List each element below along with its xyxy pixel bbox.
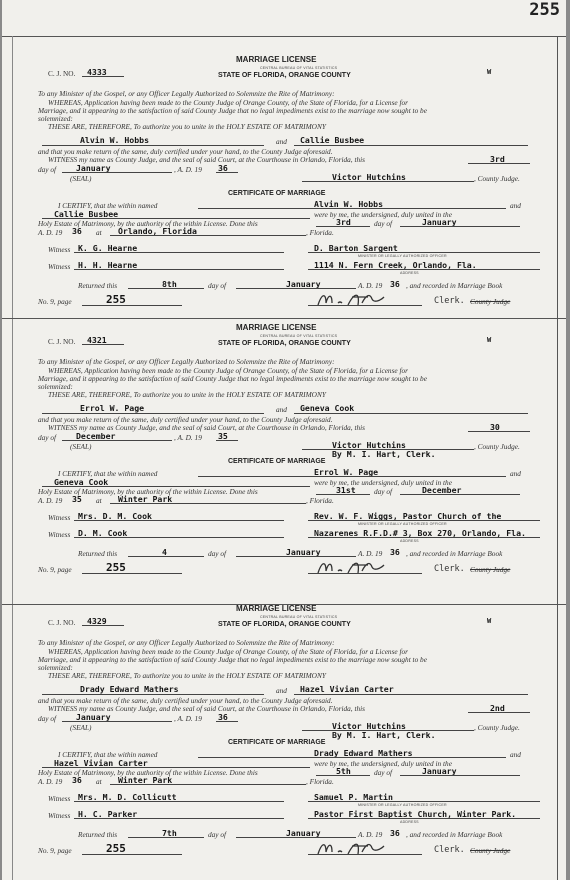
no9-page-label: No. 9, page [38, 846, 72, 855]
clerk-signature-icon [314, 289, 394, 309]
holy-estate-line: Holy Estate of Matrimony, by the authority of the within License. Done this [38, 768, 258, 777]
book-page: 255 [106, 842, 126, 855]
holy-estate-line: Holy Estate of Matrimony, by the authority of the within License. Done this [38, 219, 258, 228]
w-mark: W [487, 68, 492, 76]
at-label: at [96, 777, 102, 786]
minister-caption: MINISTER OR LEGALLY AUTHORIZED OFFICER [358, 803, 447, 807]
ad-label: , A. D. 19 [174, 433, 202, 442]
groom-name: Alvin W. Hobbs [80, 135, 150, 145]
address-caption: ADDRESS [400, 539, 419, 543]
bride-name: Geneva Cook [300, 403, 355, 413]
clerk-label: Clerk. [434, 296, 465, 306]
recorded-label: , and recorded in Marriage Book [406, 549, 503, 558]
whereas-line-3: solemnized: [38, 663, 73, 672]
cj-no-label: C. J. NO. [48, 618, 76, 627]
marriage-place: Winter Park [118, 494, 173, 504]
cert-groom: Errol W. Page [314, 467, 379, 477]
whereas-line-1: WHEREAS, Application having been made to the County Judge of Orange County, of the State of Florida, for a License for [48, 366, 408, 375]
therefore-line: THESE ARE, THEREFORE, To authorize you to unite in the HOLY ESTATE OF MATRIMONY [48, 390, 326, 399]
judge-by-clerk: By M. I. Hart, Clerk. [332, 730, 436, 740]
and-label: and [276, 137, 287, 146]
done-day-of: day of [374, 487, 393, 496]
book-page: 255 [106, 293, 126, 306]
return-line: and that you make return of the same, duly certified under your hand, to the County Judge aforesaid. [38, 696, 333, 705]
whereas-line-2: Marriage, and it appearing to the satisfaction of said County Judge that no legal impediments exist to the marriage now sought to be [38, 106, 427, 115]
and-label-2: and [510, 201, 521, 210]
bride-name: Callie Busbee [300, 135, 365, 145]
and-label: and [276, 686, 287, 695]
county-judge-label: , County Judge. [474, 174, 520, 183]
witness-line: WITNESS my name as County Judge, and the seal of said Court, at the Courthouse in Orlando, Florida, this [48, 155, 365, 164]
whereas-line-1: WHEREAS, Application having been made to the County Judge of Orange County, of the State of Florida, for a License for [48, 98, 408, 107]
return-line: and that you make return of the same, duly certified under your hand, to the County Judge aforesaid. [38, 147, 333, 156]
clerk-label: Clerk. [434, 845, 465, 855]
and-label-2: and [510, 750, 521, 759]
salutation: To any Minister of the Gospel, or any Officer Legally Authorized to Solemnize the Rite of Matrimony: [38, 89, 335, 98]
witness-2: H. C. Parker [78, 809, 138, 819]
ad-label: , A. D. 19 [174, 165, 202, 174]
county-judge-label: , County Judge. [474, 723, 520, 732]
license-day: 2nd [490, 703, 505, 713]
county-judge-struck: County Judge [470, 846, 511, 855]
state-county: STATE OF FLORIDA, ORANGE COUNTY [218, 621, 351, 628]
judge-name: Victor Hutchins [332, 172, 406, 182]
witness-1: Mrs. M. D. Collicutt [78, 792, 177, 802]
w-mark: W [487, 336, 492, 344]
clerk-signature-icon [314, 838, 394, 858]
bureau-caption: CENTRAL BUREAU OF VITAL STATISTICS [260, 334, 338, 338]
returned-this-label: Returned this [78, 281, 118, 290]
were-by-me-line: were by me, the undersigned, duly united in the [314, 759, 452, 768]
witness-2: H. H. Hearne [78, 260, 138, 270]
bureau-caption: CENTRAL BUREAU OF VITAL STATISTICS [260, 66, 338, 70]
clerk-label: Clerk. [434, 564, 465, 574]
returned-month: January [286, 828, 321, 838]
returned-ad: A. D. 19 [358, 549, 383, 558]
day-of-label: day of [38, 714, 57, 723]
w-mark: W [487, 617, 492, 625]
returned-ad: A. D. 19 [358, 830, 383, 839]
county-judge-label: , County Judge. [474, 442, 520, 451]
were-by-me-line: were by me, the undersigned, duly united in the [314, 210, 452, 219]
cj-no-label: C. J. NO. [48, 337, 76, 346]
witness-label-2: Witness [48, 262, 71, 271]
license-title: MARRIAGE LICENSE [236, 604, 317, 613]
certificate-title: CERTIFICATE OF MARRIAGE [228, 458, 326, 465]
minister-address: Nazarenes R.F.D.# 3, Box 270, Orlando, Fla. [314, 528, 526, 538]
ad-label-2: A. D. 19 [38, 496, 63, 505]
returned-day: 4 [162, 547, 167, 557]
witness-line: WITNESS my name as County Judge, and the seal of said Court, at the Courthouse in Orlando, Florida, this [48, 704, 365, 713]
license-record-1 [2, 55, 558, 317]
day-of-label: day of [38, 433, 57, 442]
holy-estate-line: Holy Estate of Matrimony, by the authority of the within License. Done this [38, 487, 258, 496]
returned-month: January [286, 279, 321, 289]
florida-label: , Florida. [306, 777, 334, 786]
groom-name: Drady Edward Mathers [80, 684, 179, 694]
address-caption: ADDRESS [400, 271, 419, 275]
groom-name: Errol W. Page [80, 403, 145, 413]
marriage-place: Winter Park [118, 775, 173, 785]
cert-groom: Drady Edward Mathers [314, 748, 413, 758]
witness-1: K. G. Hearne [78, 243, 138, 253]
therefore-line: THESE ARE, THEREFORE, To authorize you to unite in the HOLY ESTATE OF MATRIMONY [48, 122, 326, 131]
salutation: To any Minister of the Gospel, or any Officer Legally Authorized to Solemnize the Rite of Matrimony: [38, 638, 335, 647]
witness-line: WITNESS my name as County Judge, and the seal of said Court, at the Courthouse in Orlando, Florida, this [48, 423, 365, 432]
whereas-line-2: Marriage, and it appearing to the satisfaction of said County Judge that no legal impediments exist to the marriage now sought to be [38, 655, 427, 664]
bureau-caption: CENTRAL BUREAU OF VITAL STATISTICS [260, 615, 338, 619]
florida-label: , Florida. [306, 496, 334, 505]
county-judge-struck: County Judge [470, 297, 511, 306]
returned-year: 36 [390, 828, 400, 838]
record-separator [2, 318, 566, 319]
clerk-signature-icon [314, 557, 394, 577]
state-county: STATE OF FLORIDA, ORANGE COUNTY [218, 340, 351, 347]
state-county: STATE OF FLORIDA, ORANGE COUNTY [218, 72, 351, 79]
done-day-of: day of [374, 768, 393, 777]
county-judge-struck: County Judge [470, 565, 511, 574]
cert-bride: Geneva Cook [54, 477, 109, 487]
ad-label-2: A. D. 19 [38, 228, 63, 237]
whereas-line-1: WHEREAS, Application having been made to the County Judge of Orange County, of the State of Florida, for a License for [48, 647, 408, 656]
register-page [2, 0, 566, 880]
certify-line: I CERTIFY, that the within named [58, 469, 158, 478]
top-rule [2, 36, 566, 37]
page-number: 255 [529, 0, 560, 20]
witness-1: Mrs. D. M. Cook [78, 511, 152, 521]
judge-name: Victor Hutchins [332, 440, 406, 450]
returned-this-label: Returned this [78, 830, 118, 839]
cj-no-label: C. J. NO. [48, 69, 76, 78]
cert-groom: Alvin W. Hobbs [314, 199, 384, 209]
returned-ad: A. D. 19 [358, 281, 383, 290]
at-label: at [96, 228, 102, 237]
license-month: December [76, 431, 116, 441]
returned-day: 8th [162, 279, 177, 289]
returned-this-label: Returned this [78, 549, 118, 558]
license-title: MARRIAGE LICENSE [236, 55, 317, 64]
whereas-line-3: solemnized: [38, 382, 73, 391]
florida-label: , Florida. [306, 228, 334, 237]
minister-address: 1114 N. Fern Creek, Orlando, Fla. [314, 260, 477, 270]
minister-caption: MINISTER OR LEGALLY AUTHORIZED OFFICER [358, 522, 447, 526]
witness-2: D. M. Cook [78, 528, 128, 538]
judge-by-clerk: By M. I. Hart, Clerk. [332, 449, 436, 459]
cj-no-value: 4333 [87, 67, 107, 77]
done-day-of: day of [374, 219, 393, 228]
judge-name: Victor Hutchins [332, 721, 406, 731]
returned-day-of: day of [208, 549, 227, 558]
witness-label-1: Witness [48, 245, 71, 254]
certificate-title: CERTIFICATE OF MARRIAGE [228, 739, 326, 746]
seal-label: (SEAL) [70, 174, 92, 183]
license-day: 30 [490, 422, 500, 432]
witness-label-1: Witness [48, 513, 71, 522]
ad-label-2: A. D. 19 [38, 777, 63, 786]
minister-name: D. Barton Sargent [314, 243, 398, 253]
returned-month: January [286, 547, 321, 557]
at-label: at [96, 496, 102, 505]
done-year: 36 [72, 226, 82, 236]
whereas-line-2: Marriage, and it appearing to the satisfaction of said County Judge that no legal impediments exist to the marriage now sought to be [38, 374, 427, 383]
done-month: December [422, 485, 462, 495]
no9-page-label: No. 9, page [38, 297, 72, 306]
license-day: 3rd [490, 154, 505, 164]
done-month: January [422, 217, 457, 227]
witness-label-2: Witness [48, 530, 71, 539]
license-year: 36 [218, 712, 228, 722]
cj-no-value: 4329 [87, 616, 107, 626]
cert-bride: Callie Busbee [54, 209, 119, 219]
cert-bride: Hazel Vivian Carter [54, 758, 148, 768]
day-of-label: day of [38, 165, 57, 174]
minister-address: Pastor First Baptist Church, Winter Park. [314, 809, 517, 819]
done-year: 36 [72, 775, 82, 785]
salutation: To any Minister of the Gospel, or any Officer Legally Authorized to Solemnize the Rite of Matrimony: [38, 357, 335, 366]
therefore-line: THESE ARE, THEREFORE, To authorize you to unite in the HOLY ESTATE OF MATRIMONY [48, 671, 326, 680]
done-month: January [422, 766, 457, 776]
license-record-2 [2, 323, 558, 603]
minister-caption: MINISTER OR LEGALLY AUTHORIZED OFFICER [358, 254, 447, 258]
seal-label: (SEAL) [70, 723, 92, 732]
returned-year: 36 [390, 547, 400, 557]
were-by-me-line: were by me, the undersigned, duly united in the [314, 478, 452, 487]
license-year: 35 [218, 431, 228, 441]
done-day: 3rd [336, 217, 351, 227]
ad-label: , A. D. 19 [174, 714, 202, 723]
license-month: January [76, 712, 111, 722]
license-year: 36 [218, 163, 228, 173]
minister-name: Samuel P. Martin [314, 792, 393, 802]
returned-day-of: day of [208, 281, 227, 290]
and-label-2: and [510, 469, 521, 478]
address-caption: ADDRESS [400, 820, 419, 824]
book-page: 255 [106, 561, 126, 574]
bride-name: Hazel Vivian Carter [300, 684, 394, 694]
done-year: 35 [72, 494, 82, 504]
certify-line: I CERTIFY, that the within named [58, 750, 158, 759]
no9-page-label: No. 9, page [38, 565, 72, 574]
recorded-label: , and recorded in Marriage Book [406, 281, 503, 290]
license-record-3 [2, 604, 558, 880]
returned-day-of: day of [208, 830, 227, 839]
license-title: MARRIAGE LICENSE [236, 323, 317, 332]
cj-no-value: 4321 [87, 335, 107, 345]
certificate-title: CERTIFICATE OF MARRIAGE [228, 190, 326, 197]
return-line: and that you make return of the same, duly certified under your hand, to the County Judge aforesaid. [38, 415, 333, 424]
minister-name: Rev. W. F. Wiggs, Pastor Church of the [314, 511, 502, 521]
whereas-line-3: solemnized: [38, 114, 73, 123]
witness-label-2: Witness [48, 811, 71, 820]
certify-line: I CERTIFY, that the within named [58, 201, 158, 210]
done-day: 31st [336, 485, 356, 495]
marriage-place: Orlando, Florida [118, 226, 197, 236]
license-month: January [76, 163, 111, 173]
returned-day: 7th [162, 828, 177, 838]
and-label: and [276, 405, 287, 414]
returned-year: 36 [390, 279, 400, 289]
witness-label-1: Witness [48, 794, 71, 803]
seal-label: (SEAL) [70, 442, 92, 451]
done-day: 5th [336, 766, 351, 776]
recorded-label: , and recorded in Marriage Book [406, 830, 503, 839]
